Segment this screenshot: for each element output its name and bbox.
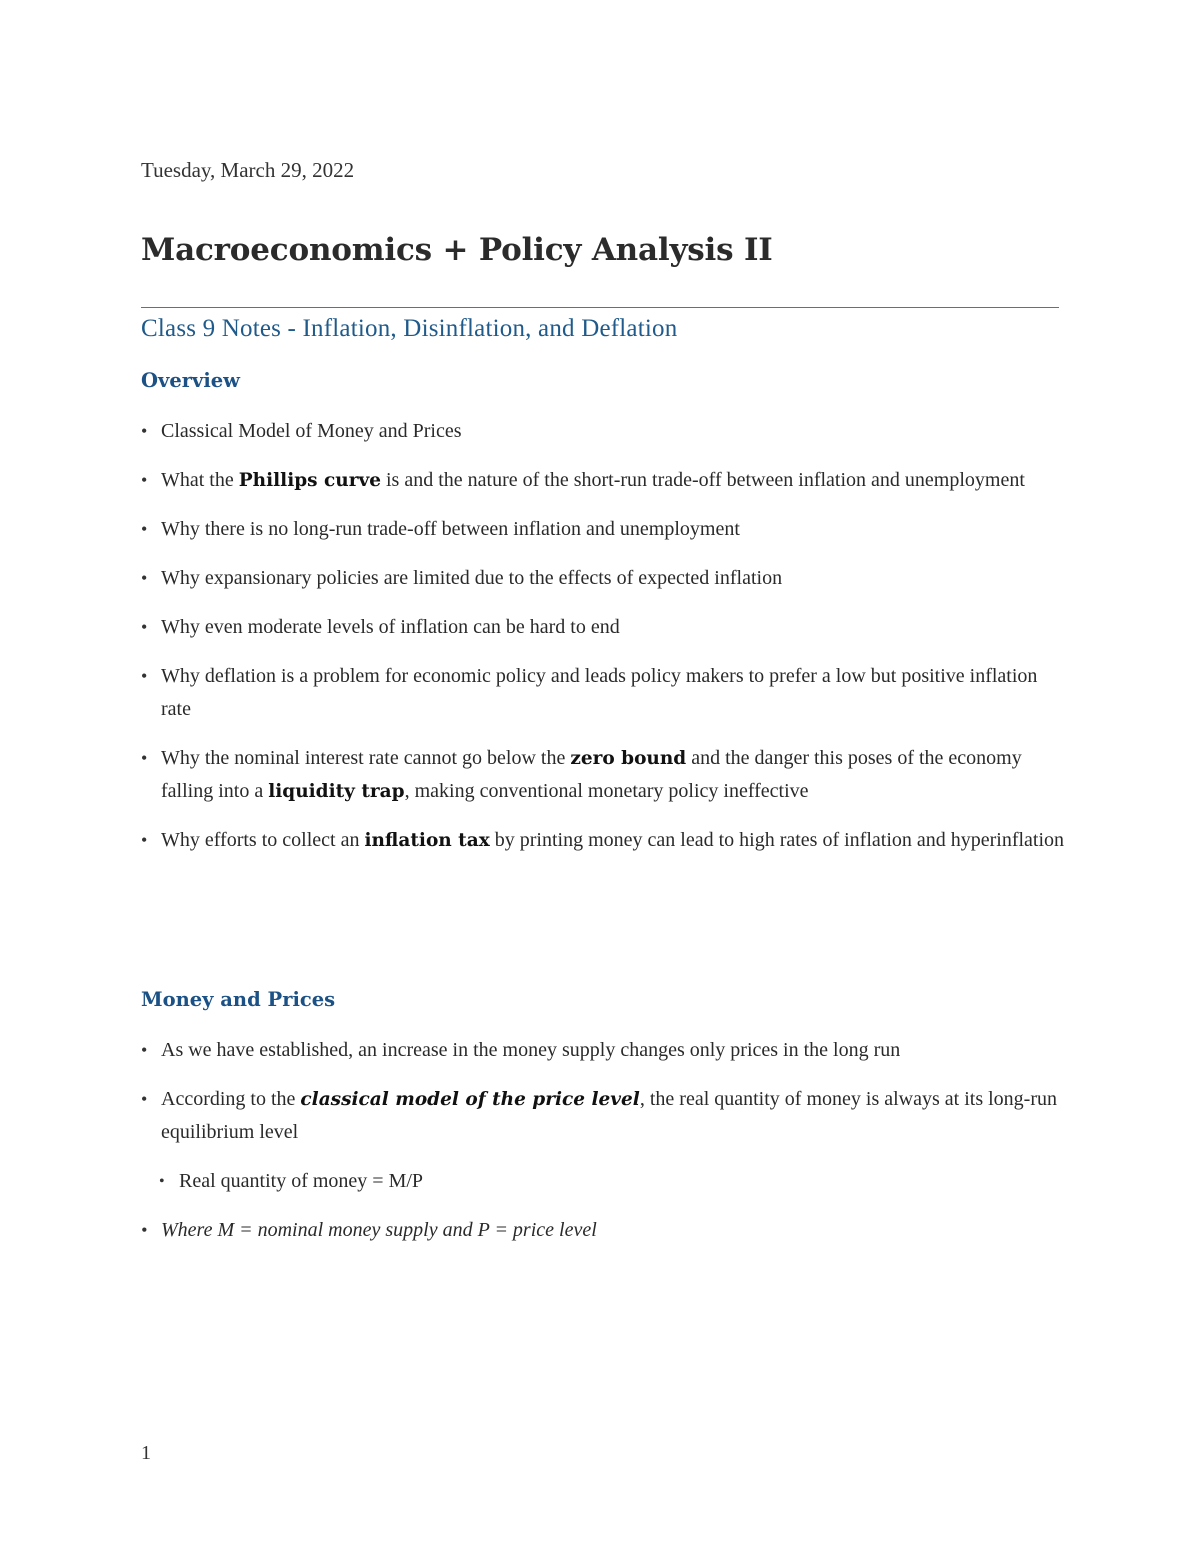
list-item: • Why efforts to collect an inflation tax by printing money can lead to high rates of inflation and hyperinflation bbox=[141, 824, 1071, 857]
list-item: • Why the nominal interest rate cannot go below the zero bound and the danger this poses of the economy falling into a liquidity trap, making conventional monetary policy ineffective bbox=[141, 742, 1071, 808]
list-item: • As we have established, an increase in the money supply changes only prices in the long run bbox=[141, 1034, 1071, 1067]
money-and-prices-bullet-list bbox=[141, 1034, 1071, 1247]
phillips-curve-term: Phillips curve bbox=[238, 470, 381, 491]
list-item: • What the Phillips curve is and the nature of the short-run trade-off between inflation and unemployment bbox=[141, 464, 1071, 497]
sub-list-item: • Real quantity of money = M/P bbox=[159, 1165, 1071, 1198]
document-title: Macroeconomics + Policy Analysis II bbox=[141, 232, 773, 268]
list-item: • According to the classical model of the price level, the real quantity of money is always at its long-run equilibrium level bbox=[141, 1083, 1071, 1149]
list-item: • Why there is no long-run trade-off between inflation and unemployment bbox=[141, 513, 1071, 546]
liquidity-trap-term: liquidity trap bbox=[268, 781, 405, 802]
class-notes-subtitle: Class 9 Notes - Inflation, Disinflation, and Deflation bbox=[141, 315, 678, 342]
inflation-tax-term: inflation tax bbox=[364, 830, 490, 851]
date-line: Tuesday, March 29, 2022 bbox=[141, 158, 355, 182]
list-item: • Where M = nominal money supply and P = price level bbox=[141, 1214, 1071, 1247]
list-item: • Why deflation is a problem for economic policy and leads policy makers to prefer a low but positive inflation rate bbox=[141, 660, 1071, 726]
title-divider bbox=[141, 307, 1059, 308]
list-item: • Why even moderate levels of inflation can be hard to end bbox=[141, 611, 1071, 644]
overview-heading: Overview bbox=[141, 369, 240, 392]
zero-bound-term: zero bound bbox=[570, 748, 687, 769]
money-and-prices-heading: Money and Prices bbox=[141, 988, 336, 1011]
classical-model-term: classical model of the price level bbox=[300, 1089, 640, 1110]
overview-bullet-list bbox=[141, 415, 1071, 857]
list-item: • Classical Model of Money and Prices bbox=[141, 415, 1071, 448]
page-number: 1 bbox=[141, 1442, 151, 1464]
list-item: • Why expansionary policies are limited due to the effects of expected inflation bbox=[141, 562, 1071, 595]
